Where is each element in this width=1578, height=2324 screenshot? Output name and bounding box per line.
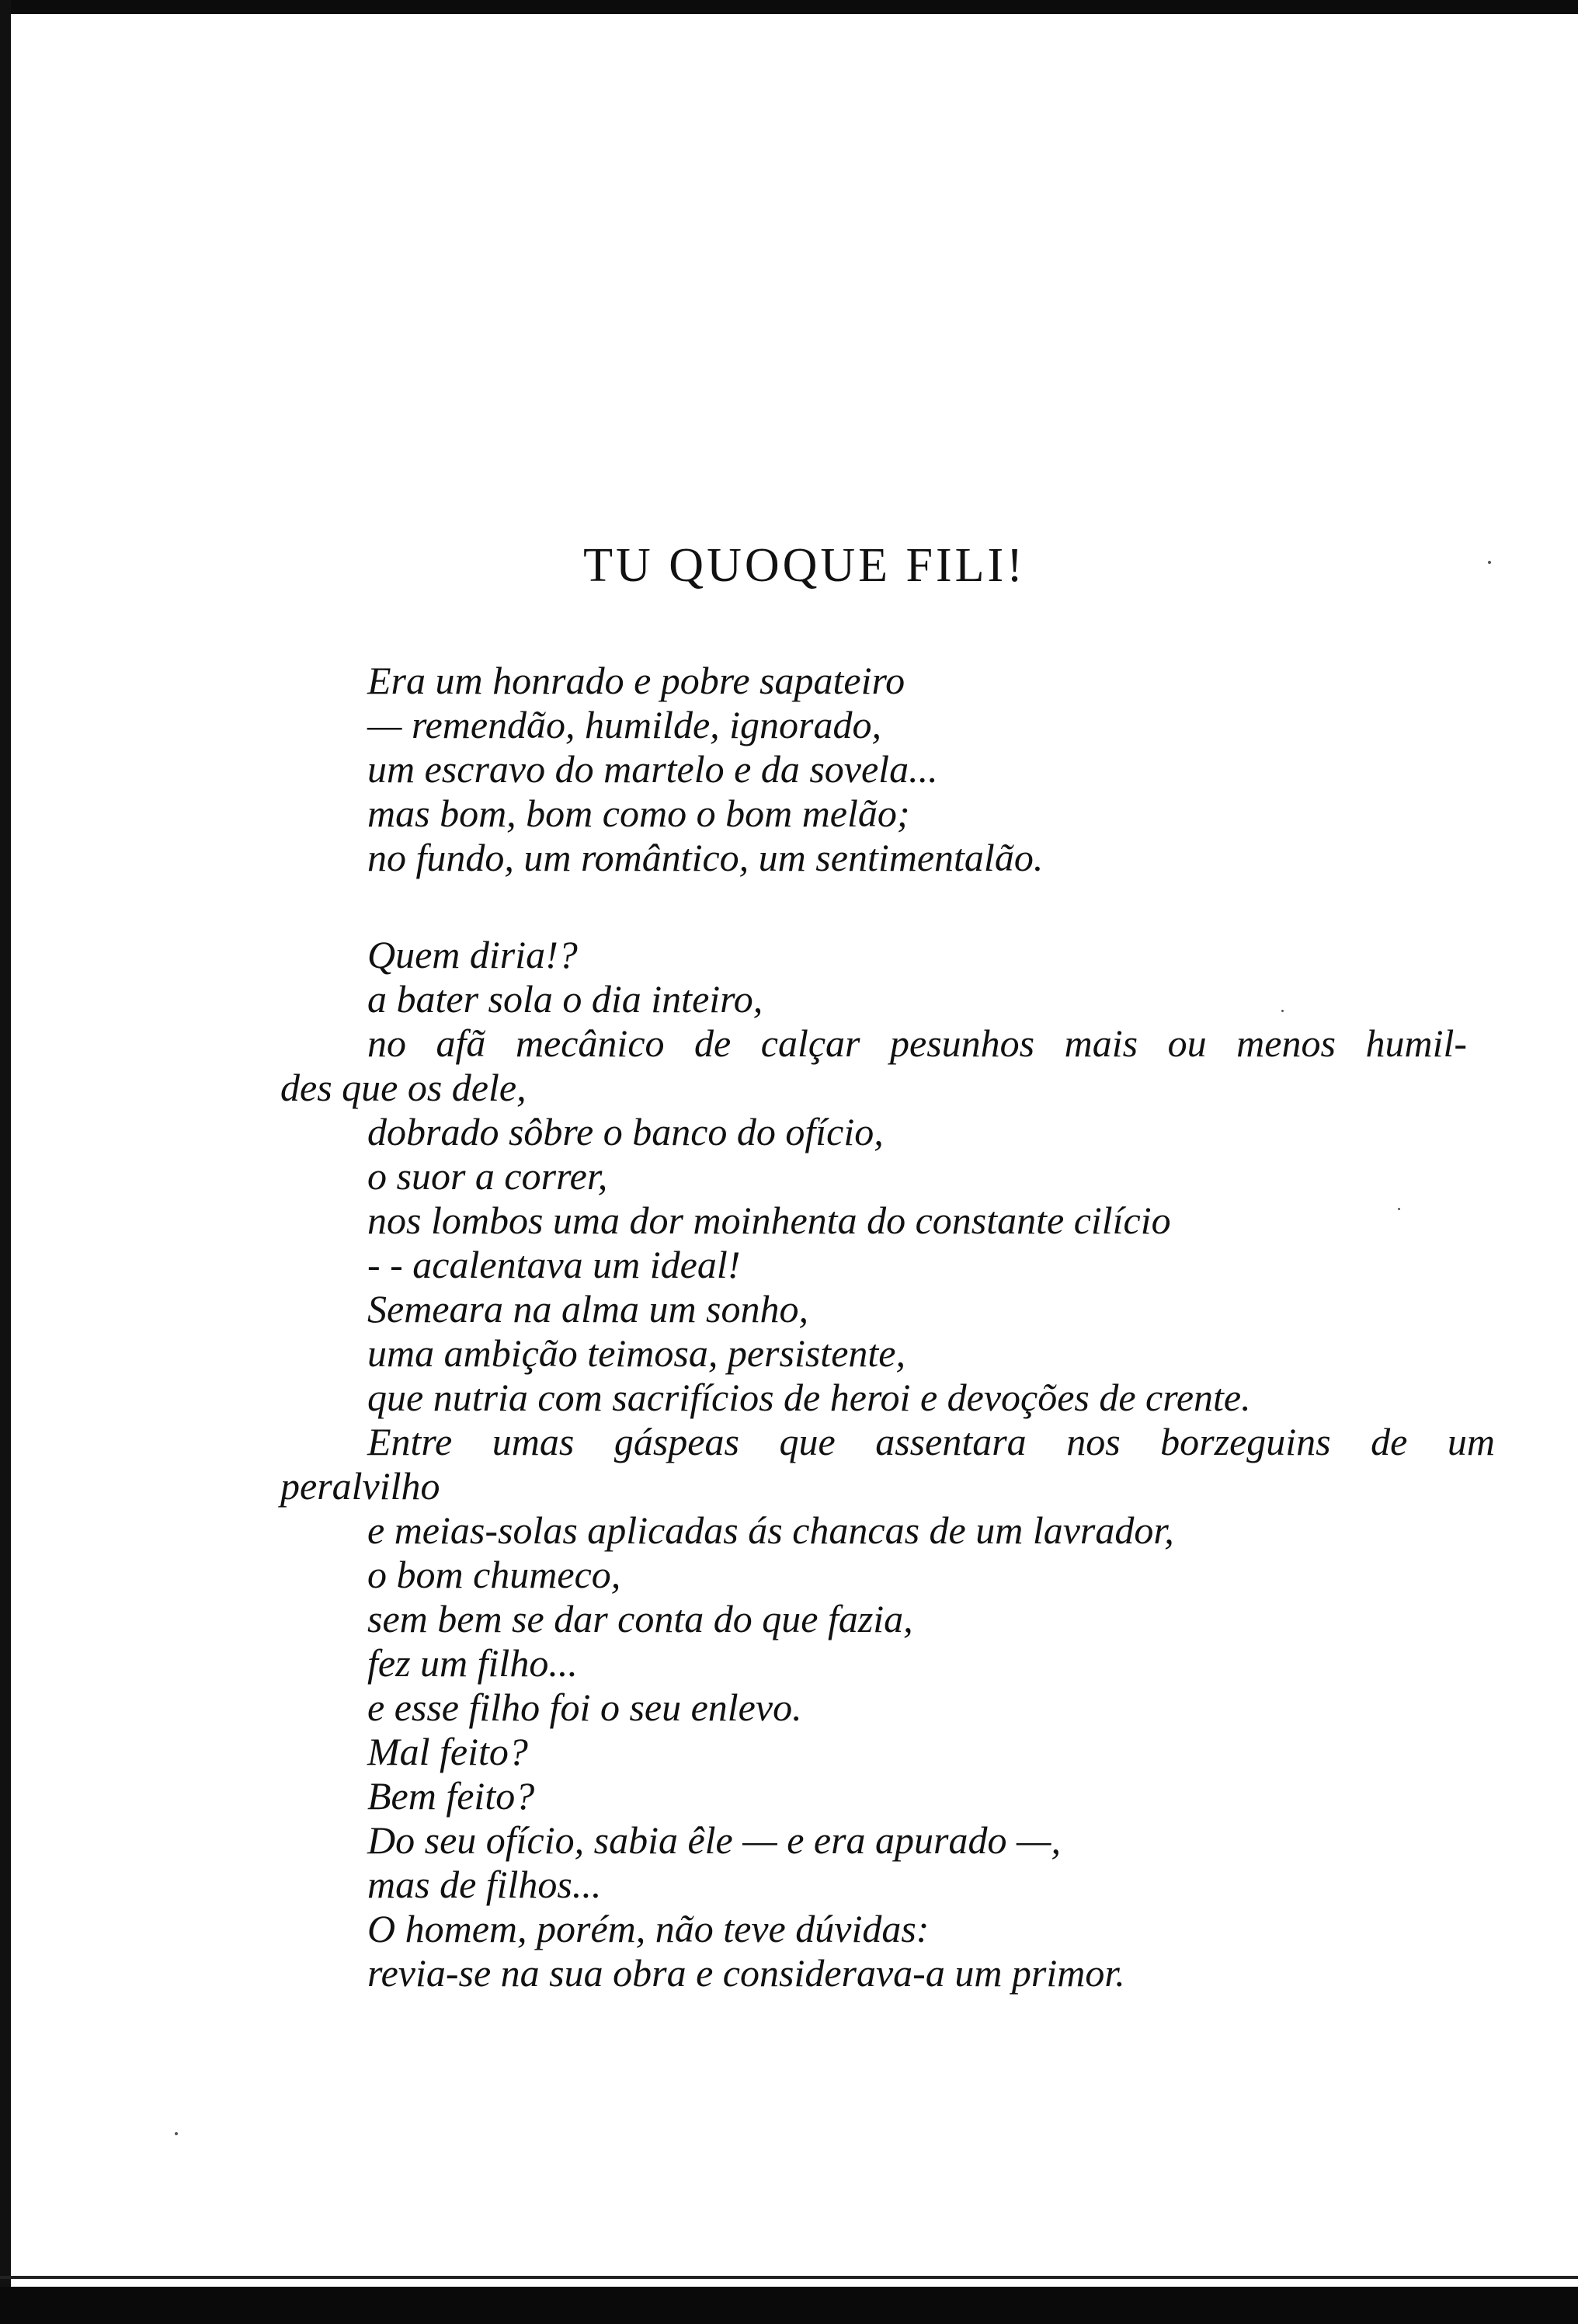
page-border-left (0, 0, 11, 2324)
poem-line: des que os dele, (280, 1066, 527, 1109)
poem-line: O homem, porém, não teve dúvidas: (367, 1907, 930, 1950)
scan-speck (175, 2132, 178, 2135)
stanza-gap (367, 880, 1501, 933)
poem-line: Era um honrado e pobre sapateiro (367, 659, 905, 702)
poem-line: revia-se na sua obra e considerava-a um primor. (367, 1951, 1125, 1995)
poem-line: e esse filho foi o seu enlevo. (367, 1686, 802, 1729)
poem-line: Do seu ofício, sabia êle — e era apurado —, (367, 1818, 1061, 1862)
poem-line: - - acalentava um ideal! (367, 1243, 741, 1286)
poem-line: Entre umas gáspeas que assentara nos borzeguins de um (367, 1420, 1495, 1463)
page-border-bottom-line (0, 2276, 1578, 2279)
stanza-2 (280, 933, 1501, 1995)
poem-body (280, 659, 1501, 1995)
poem-line: nos lombos uma dor moinhenta do constante cilício (367, 1199, 1171, 1242)
poem-line: o bom chumeco, (367, 1553, 621, 1596)
poem-line: uma ambição teimosa, persistente, (367, 1331, 905, 1375)
poem-line: Bem feito? (367, 1774, 535, 1818)
poem-line: dobrado sôbre o banco do ofício, (367, 1110, 884, 1153)
page-border-top (0, 0, 1578, 14)
poem-line: o suor a correr, (367, 1154, 608, 1198)
poem-line: Mal feito? (367, 1730, 528, 1773)
poem-line: e meias-solas aplicadas ás chancas de um lavrador, (367, 1508, 1174, 1552)
page-border-bottom (0, 2287, 1578, 2324)
poem-title: TU QUOQUE FILI! (583, 539, 1026, 592)
poem-line: um escravo do martelo e da sovela... (367, 747, 938, 791)
stanza-1 (367, 659, 1501, 880)
poem-line: no fundo, um romântico, um sentimentalão. (367, 836, 1044, 879)
poem-line: sem bem se dar conta do que fazia, (367, 1597, 913, 1640)
poem-line: peralvilho (280, 1464, 440, 1508)
poem-line: Semeara na alma um sonho, (367, 1287, 809, 1331)
poem-line: a bater sola o dia inteiro, (367, 977, 763, 1021)
poem-line: fez um filho... (367, 1641, 578, 1685)
poem-line: Quem diria!? (367, 933, 578, 976)
poem-line: mas de filhos... (367, 1863, 602, 1906)
poem-line: no afã mecânico de calçar pesunhos mais ou menos humil- (367, 1021, 1467, 1065)
poem-line: que nutria com sacrifícios de heroi e devoções de crente. (367, 1376, 1251, 1419)
poem-line: mas bom, bom como o bom melão; (367, 791, 910, 835)
poem-line: — remendão, humilde, ignorado, (367, 703, 881, 746)
